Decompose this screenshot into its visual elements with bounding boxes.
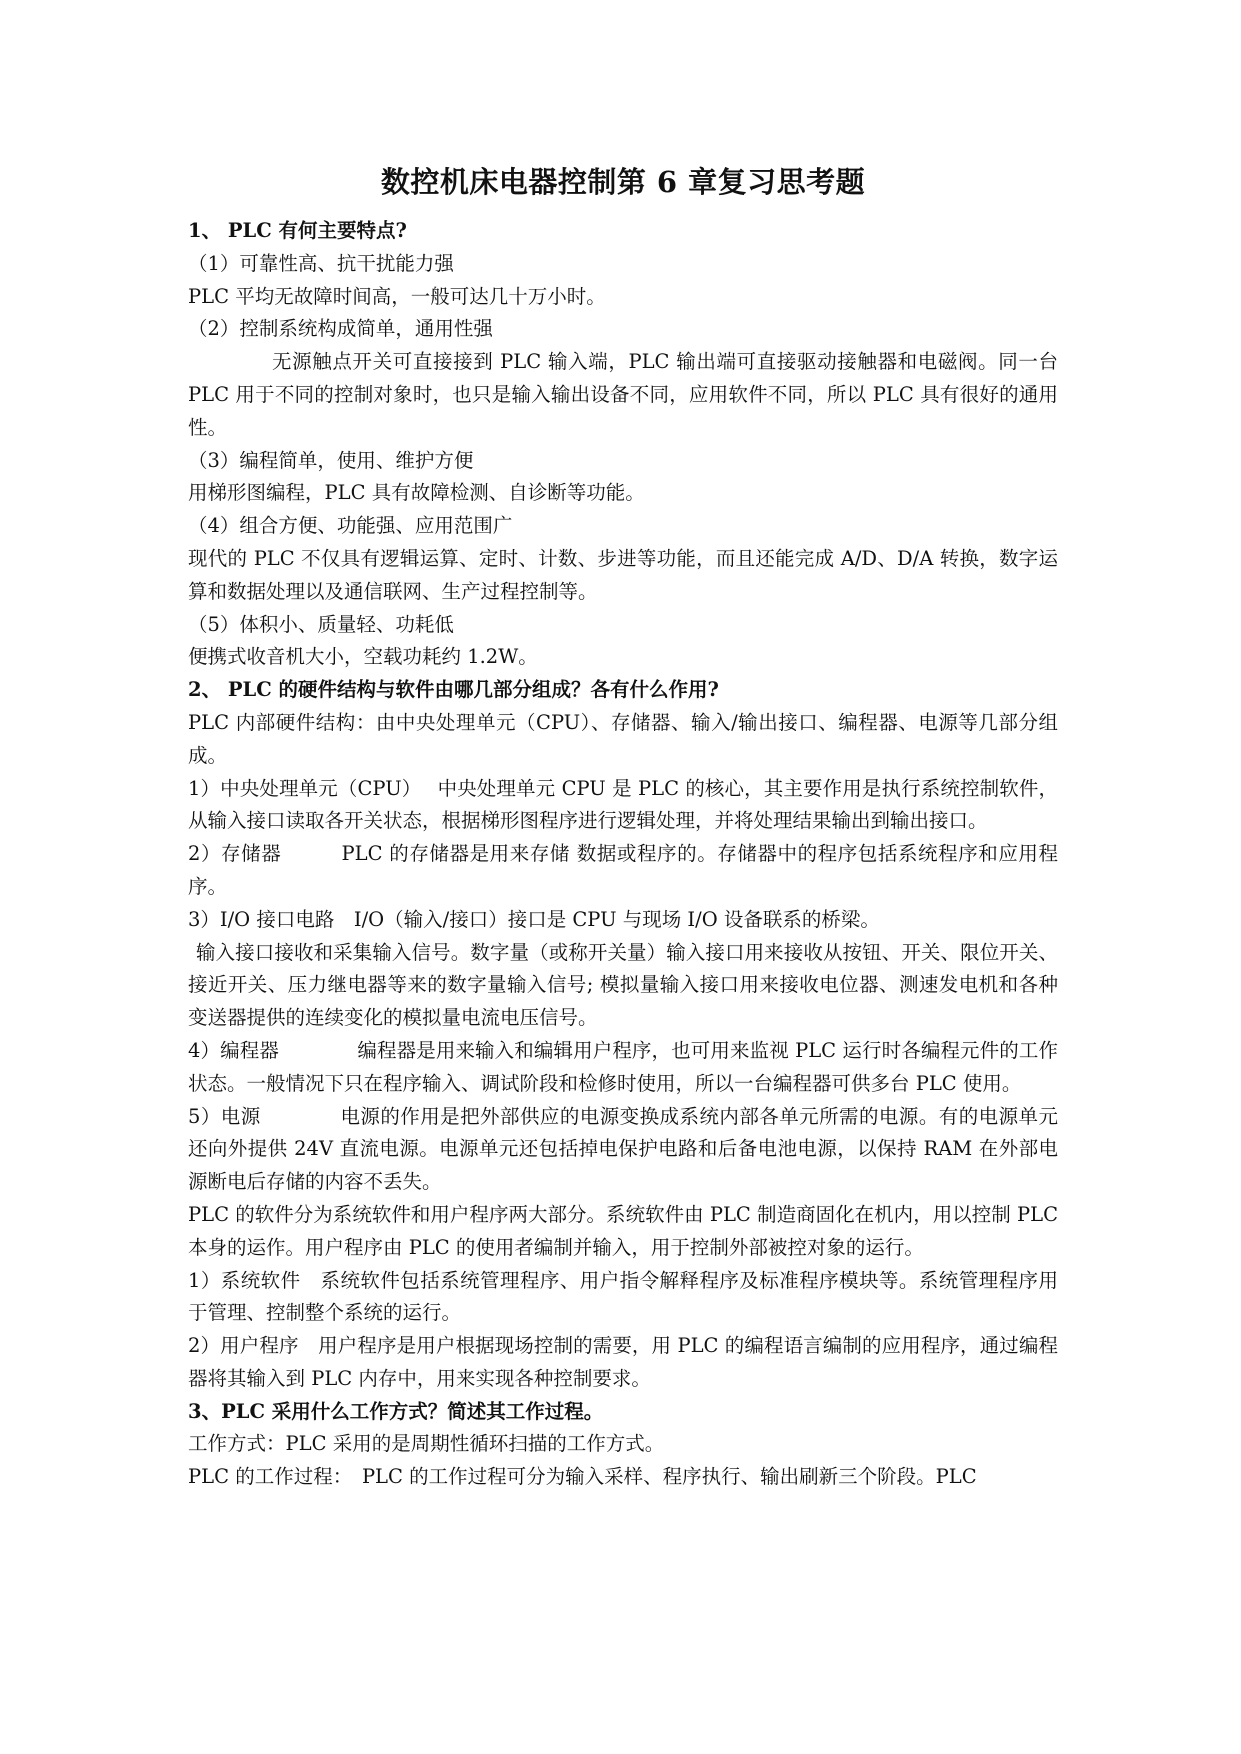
- paragraph: 输入接口接收和采集输入信号。数字量（或称开关量）输入接口用来接收从按钮、开关、限位开关、接近开关、压力继电器等来的数字量输入信号; 模拟量输入接口用来接收电位器、测速发电机和各种变送器提供的连续变化的模拟量电流电压信号。: [188, 940, 1058, 1030]
- page-title: 数控机床电器控制第 6 章复习思考题: [380, 165, 866, 199]
- paragraph: 1）系统软件 系统软件包括系统管理程序、用户指令解释程序及标准程序模块等。系统管理程序用于管理、控制整个系统的运行。: [188, 1268, 1058, 1325]
- paragraph: （3）编程简单，使用、维护方便: [188, 448, 474, 472]
- paragraph: PLC 平均无故障时间高，一般可达几十万小时。: [188, 284, 606, 308]
- paragraph: （5）体积小、质量轻、功耗低: [188, 612, 454, 636]
- paragraph: 现代的 PLC 不仅具有逻辑运算、定时、计数、步进等功能，而且还能完成 A/D、D/A 转换，数字运算和数据处理以及通信联网、生产过程控制等。: [188, 546, 1058, 603]
- paragraph: 5）电源 电源的作用是把外部供应的电源变换成系统内部各单元所需的电源。有的电源单元还向外提供 24V 直流电源。电源单元还包括掉电保护电路和后备电池电源，以保持 RAM 在外部电源断电后存储的内容不丢失。: [188, 1104, 1058, 1194]
- paragraph: PLC 内部硬件结构：由中央处理单元（CPU）、存储器、输入/输出接口、编程器、电源等几部分组成。: [188, 710, 1058, 767]
- paragraph: （2）控制系统构成简单，通用性强: [188, 317, 493, 341]
- paragraph: 1）中央处理单元（CPU） 中央处理单元 CPU 是 PLC 的核心，其主要作用是执行系统控制软件，从输入接口读取各开关状态，根据梯形图程序进行逻辑处理，并将处理结果输出到输出接口。: [188, 776, 1058, 833]
- paragraph: 用梯形图编程，PLC 具有故障检测、自诊断等功能。: [188, 481, 645, 505]
- paragraph: 无源触点开关可直接接到 PLC 输入端，PLC 输出端可直接驱动接触器和电磁阀。同一台 PLC 用于不同的控制对象时，也只是输入输出设备不同，应用软件不同，所以 PLC 具有很好的通用性。: [188, 350, 1058, 439]
- document-page: [188, 160, 1058, 1494]
- document-body: [188, 215, 1058, 1494]
- question-heading: 1、 PLC 有何主要特点?: [188, 219, 407, 242]
- paragraph: PLC 的工作过程： PLC 的工作过程可分为输入采样、程序执行、输出刷新三个阶段。PLC: [188, 1465, 977, 1489]
- question-heading: 2、 PLC 的硬件结构与软件由哪几部分组成？各有什么作用?: [188, 678, 719, 702]
- question-heading: 3、PLC 采用什么工作方式？简述其工作过程。: [188, 1399, 604, 1423]
- paragraph: 2）用户程序 用户程序是用户根据现场控制的需要，用 PLC 的编程语言编制的应用程序，通过编程器将其输入到 PLC 内存中，用来实现各种控制要求。: [188, 1334, 1058, 1390]
- paragraph: 4）编程器 编程器是用来输入和编辑用户程序，也可用来监视 PLC 运行时各编程元件的工作状态。一般情况下只在程序输入、调试阶段和检修时使用，所以一台编程器可供多台 PLC 使用。: [188, 1038, 1058, 1095]
- paragraph: 便携式收音机大小，空载功耗约 1.2W。: [188, 645, 538, 669]
- paragraph: 3）I/O 接口电路 I/O（输入/接口）接口是 CPU 与现场 I/O 设备联系的桥梁。: [188, 907, 880, 931]
- paragraph: 2）存储器 PLC 的存储器是用来存储 数据或程序的。存储器中的程序包括系统程序和应用程序。: [188, 842, 1058, 898]
- paragraph: （4）组合方便、功能强、应用范围广: [188, 514, 513, 538]
- paragraph: 工作方式：PLC 采用的是周期性循环扫描的工作方式。: [188, 1432, 665, 1456]
- paragraph: （1）可靠性高、抗干扰能力强: [188, 251, 454, 275]
- paragraph: PLC 的软件分为系统软件和用户程序两大部分。系统软件由 PLC 制造商固化在机内，用以控制 PLC 本身的运作。用户程序由 PLC 的使用者编制并输入，用于控制外部被控对象的运行。: [188, 1202, 1058, 1259]
